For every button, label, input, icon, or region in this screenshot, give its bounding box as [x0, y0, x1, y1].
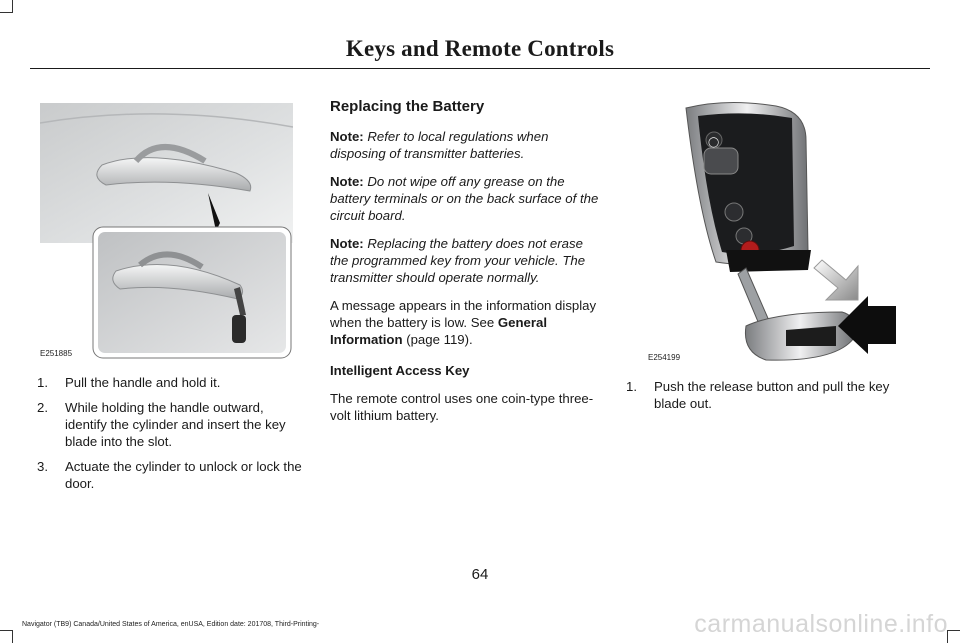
key-fob-illustration	[646, 100, 898, 362]
crop-mark-top-left	[0, 0, 13, 13]
coin-battery-text: The remote control uses one coin-type three-volt lithium battery.	[330, 391, 594, 423]
page-number: 64	[471, 566, 489, 583]
list-item: 2. While holding the handle outward, identify the cylinder and insert the key blade into the slot.	[37, 400, 286, 449]
footer-text: Navigator (TB9) Canada/United States of America, enUSA, Edition date: 201708, Third-Printing-	[22, 621, 320, 628]
key-steps-list	[626, 378, 898, 420]
section-heading: Replacing the Battery	[330, 98, 485, 115]
list-item: 3. Actuate the cylinder to unlock or lock the door.	[37, 459, 302, 491]
note-2: Note: Do not wipe off any grease on the battery terminals or on the back surface of the circuit board.	[330, 174, 599, 223]
door-steps-list	[37, 374, 305, 500]
key-fob-figure	[646, 100, 898, 362]
battery-section	[330, 98, 602, 435]
list-item: 1. Pull the handle and hold it.	[37, 375, 221, 390]
note-1: Note: Refer to local regulations when disposing of transmitter batteries.	[330, 129, 549, 161]
page-title: Keys and Remote Controls	[345, 36, 615, 61]
note-3: Note: Replacing the battery does not erase the programmed key from your vehicle. The transmitter should operate normally.	[330, 236, 586, 285]
figure-id-door: E251885	[40, 349, 73, 358]
watermark: carmanualsonline.info	[694, 610, 948, 638]
crop-mark-bottom-left	[0, 630, 13, 643]
figure-id-fob: E254199	[648, 353, 681, 362]
list-item: 1. Push the release button and pull the key blade out.	[626, 379, 890, 411]
subsection-heading: Intelligent Access Key	[330, 363, 470, 378]
battery-message: A message appears in the information display when the battery is low. See General Information (page 119).	[330, 298, 597, 347]
header-divider	[30, 68, 930, 69]
crop-mark-bottom-right	[947, 630, 960, 643]
svg-text:◯: ◯	[708, 137, 720, 148]
door-handle-illustration	[40, 103, 293, 360]
cross-reference-link[interactable]: General Information	[330, 315, 548, 347]
door-handle-figure	[40, 103, 293, 360]
